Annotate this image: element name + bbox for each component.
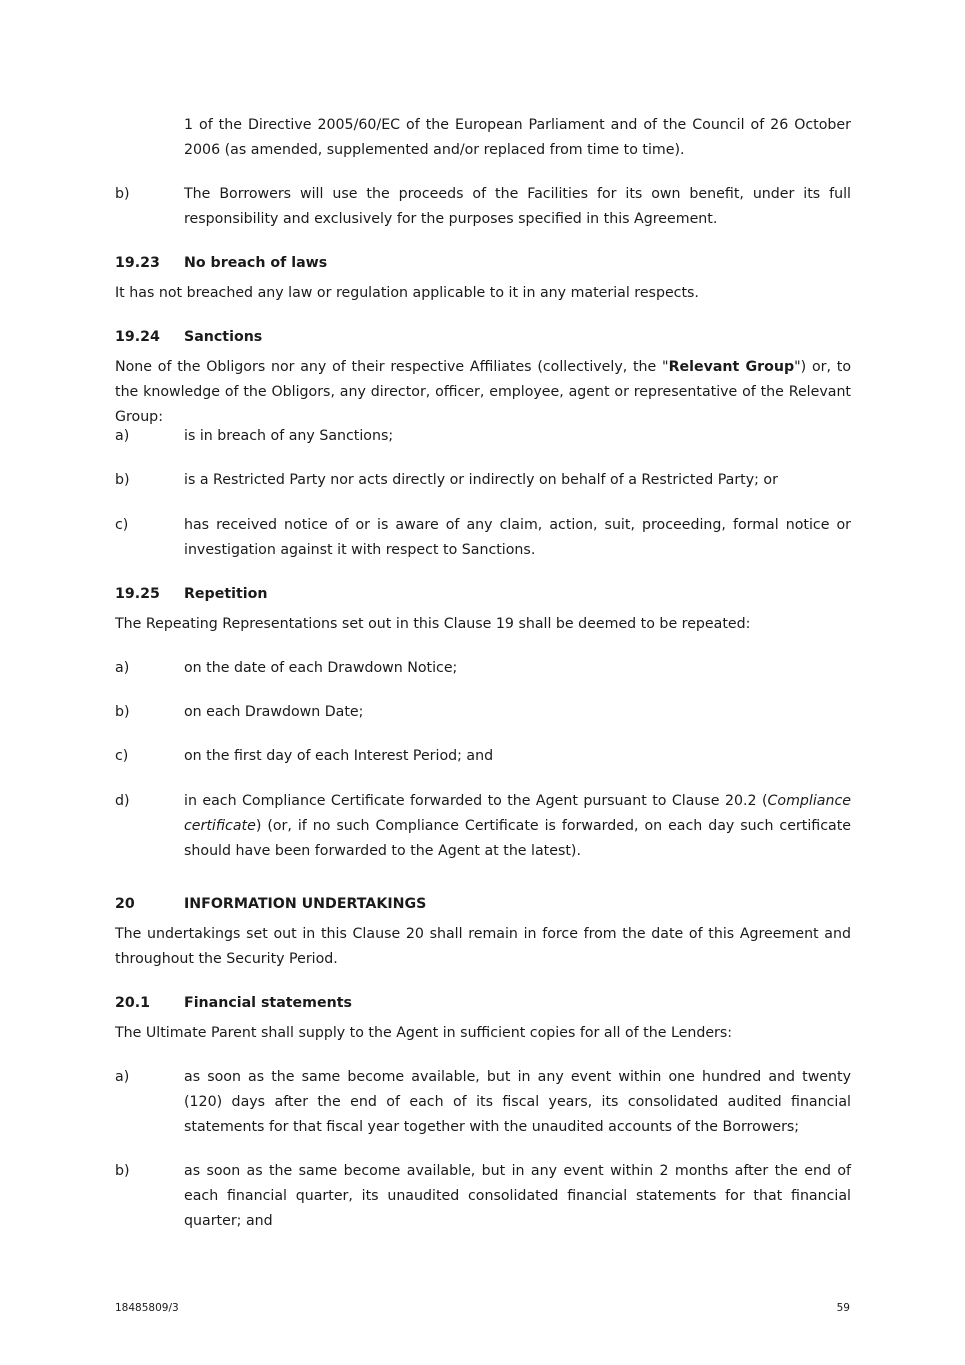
list-item-text	[184, 789, 851, 864]
list-label: b)	[115, 472, 130, 488]
section-body	[115, 355, 851, 430]
list-label: b)	[115, 186, 130, 202]
list-label: b)	[115, 1163, 130, 1179]
paragraph-continuation: 1 of the Directive 2005/60/EC of the European Parliament and of the Council of 26 October 2006 (as amended, supplemented and/or replaced from time to time).	[184, 117, 851, 158]
section-title: No breach of laws	[184, 255, 328, 271]
list-item-text: on each Drawdown Date;	[184, 704, 364, 720]
section-body: The Repeating Representations set out in this Clause 19 shall be deemed to be repeated:	[115, 616, 751, 632]
list-label: a)	[115, 1069, 130, 1085]
list-item-text: on the first day of each Interest Period; and	[184, 748, 494, 764]
list-item-text: is in breach of any Sanctions;	[184, 428, 394, 444]
list-item-text: as soon as the same become available, but in any event within one hundred and twenty (120) days after the end of each of its fiscal years, its consolidated audited financial statements for that fiscal year together with the unaudited accounts of the Borrowers;	[184, 1069, 851, 1135]
section-number: 19.25	[115, 586, 160, 602]
list-label: d)	[115, 793, 130, 809]
section-body: The Ultimate Parent shall supply to the Agent in sufficient copies for all of the Lenders:	[115, 1025, 733, 1041]
list-label: c)	[115, 748, 129, 764]
list-label: c)	[115, 517, 129, 533]
section-body: The undertakings set out in this Clause 20 shall remain in force from the date of this Agreement and throughout the Security Period.	[115, 926, 851, 967]
list-label: b)	[115, 704, 130, 720]
list-item-text: The Borrowers will use the proceeds of the Facilities for its own benefit, under its full responsibility and exclusively for the purposes specified in this Agreement.	[184, 186, 851, 227]
list-item-text: as soon as the same become available, but in any event within 2 months after the end of each financial quarter, its unaudited consolidated financial statements for that financial quarter; and	[184, 1163, 851, 1229]
section-number: 19.24	[115, 329, 160, 345]
body-text: in each Compliance Certificate forwarded to the Agent pursuant to Clause 20.2 (	[184, 793, 768, 809]
list-item-text: has received notice of or is aware of any claim, action, suit, proceeding, formal notice or investigation against it with respect to Sanctions.	[184, 517, 851, 558]
page-number: 59	[836, 1302, 850, 1314]
list-label: a)	[115, 428, 130, 444]
section-number: 19.23	[115, 255, 160, 271]
list-label: a)	[115, 660, 130, 676]
body-text: ) (or, if no such Compliance Certificate is forwarded, on each day such certificate should have been forwarded to the Agent at the latest).	[184, 818, 851, 859]
section-title: Sanctions	[184, 329, 263, 345]
section-number: 20	[115, 896, 135, 912]
section-title: Financial statements	[184, 995, 352, 1011]
list-item-text: on the date of each Drawdown Notice;	[184, 660, 458, 676]
body-text: ") or, to the knowledge of the Obligors, any director, officer, employee, agent or representative of the Relevant Group:	[115, 359, 852, 425]
list-item-text: is a Restricted Party nor acts directly or indirectly on behalf of a Restricted Party; or	[184, 472, 778, 488]
section-body: It has not breached any law or regulation applicable to it in any material respects.	[115, 285, 699, 301]
document-reference: 18485809/3	[115, 1302, 179, 1314]
body-text: None of the Obligors nor any of their respective Affiliates (collectively, the "	[115, 359, 669, 375]
defined-term: Relevant Group	[668, 359, 795, 375]
section-title: INFORMATION UNDERTAKINGS	[184, 896, 427, 912]
clause-reference: Compliance certificate	[184, 793, 851, 834]
section-title: Repetition	[184, 586, 268, 602]
section-number: 20.1	[115, 995, 151, 1011]
